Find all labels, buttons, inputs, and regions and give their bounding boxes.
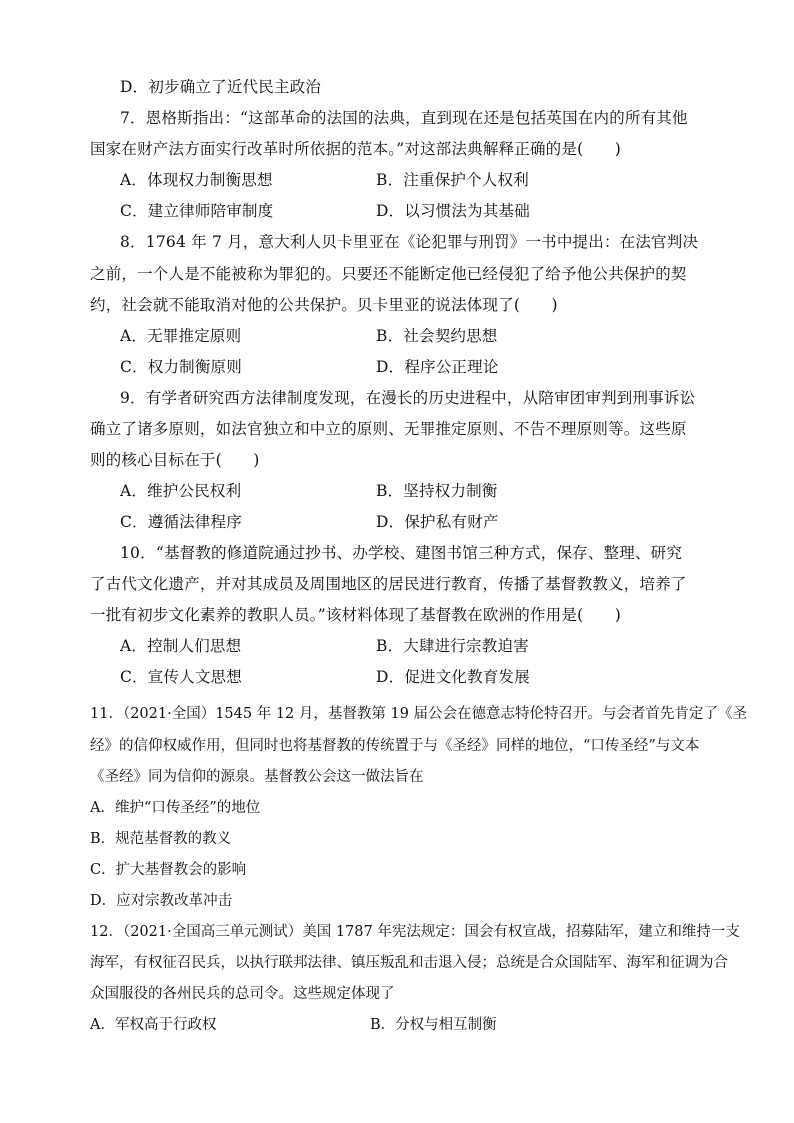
question-stem-line: 一批有初步文化素养的教职人员。”该材料体现了基督教在欧洲的作用是( ) [90,606,621,624]
option-d: D．程序公正理论 [376,358,499,376]
option-c: C．建立律师陪审制度 [120,202,274,220]
question-stem-line: 海军，有权征召民兵，以执行联邦法律、镇压叛乱和击退入侵；总统是合众国陆军、海军和征调为合 [90,955,728,971]
question-stem-line: 确立了诸多原则，如法官独立和中立的原则、无罪推定原则、不告不理原则等。这些原 [90,420,687,438]
question-stem-line: 《圣经》同为信仰的源泉。基督教公会这一做法旨在 [90,769,424,785]
question-stem-line: 之前，一个人是不能被称为罪犯的。只要还不能断定他已经侵犯了给予他公共保护的契 [90,265,687,283]
option-b: B．注重保护个人权利 [376,171,529,189]
option-a: A．维护“口传圣经”的地位 [90,800,261,816]
question-stem-line: 10．“基督教的修道院通过抄书、办学校、建图书馆三种方式，保存、整理、研究 [120,544,683,562]
question-stem-line: 11．（2021·全国）1545 年 12 月，基督教第 19 届公会在德意志特伦特召开。与会者首先肯定了《圣 [90,706,748,722]
option-d: D．以习惯法为其基础 [376,202,530,220]
option-a: A．体现权力制衡思想 [120,171,273,189]
option-a: A．维护公民权利 [120,482,242,500]
question-stem-line: 9．有学者研究西方法律制度发现，在漫长的历史进程中，从陪审团审判到刑事诉讼 [120,389,696,407]
option-a: A．控制人们思想 [120,637,242,655]
option-a: A．无罪推定原则 [120,327,242,345]
option-c: C．宣传人文思想 [120,668,242,686]
option-b: B．分权与相互制衡 [370,1017,497,1033]
option-c: C．权力制衡原则 [120,358,242,376]
question-stem-line: 12．（2021·全国高三单元测试）美国 1787 年宪法规定：国会有权宣战，招募陆军，建立和维持一支 [90,924,740,940]
question-stem-line: 7．恩格斯指出：“这部革命的法国的法典，直到现在还是包括英国在内的所有其他 [120,109,688,127]
option-d: D．促进文化教育发展 [376,668,530,686]
question-stem-line: 经》的信仰权威作用，但同时也将基督教的传统置于与《圣经》同样的地位，“口传圣经”与文本 [90,738,700,754]
option-b: B．坚持权力制衡 [376,482,498,500]
option-a: A．军权高于行政权 [90,1017,217,1033]
question-stem-line: 8．1764 年 7 月，意大利人贝卡里亚在《论犯罪与刑罚》一书中提出：在法官判决 [120,233,699,251]
option-d: D．应对宗教改革冲击 [90,893,233,909]
question-stem-line: 众国服役的各州民兵的总司令。这些规定体现了 [90,986,395,1002]
question-stem-line: 国家在财产法方面实行改革时所依据的范本。”对这部法典解释正确的是( ) [90,140,621,158]
option-d: D．初步确立了近代民主政治 [120,78,322,96]
option-d: D．保护私有财产 [376,513,499,531]
option-b: B．规范基督教的教义 [90,831,232,847]
option-b: B．大肆进行宗教迫害 [376,637,529,655]
question-stem-line: 了古代文化遗产，并对其成员及周围地区的居民进行教育，传播了基督教教义，培养了 [90,575,687,593]
option-b: B．社会契约思想 [376,327,498,345]
question-stem-line: 则的核心目标在于( ) [90,451,260,469]
question-stem-line: 约，社会就不能取消对他的公共保护。贝卡里亚的说法体现了( ) [90,296,558,314]
option-c: C．遵循法律程序 [120,513,242,531]
option-c: C．扩大基督教会的影响 [90,862,247,878]
